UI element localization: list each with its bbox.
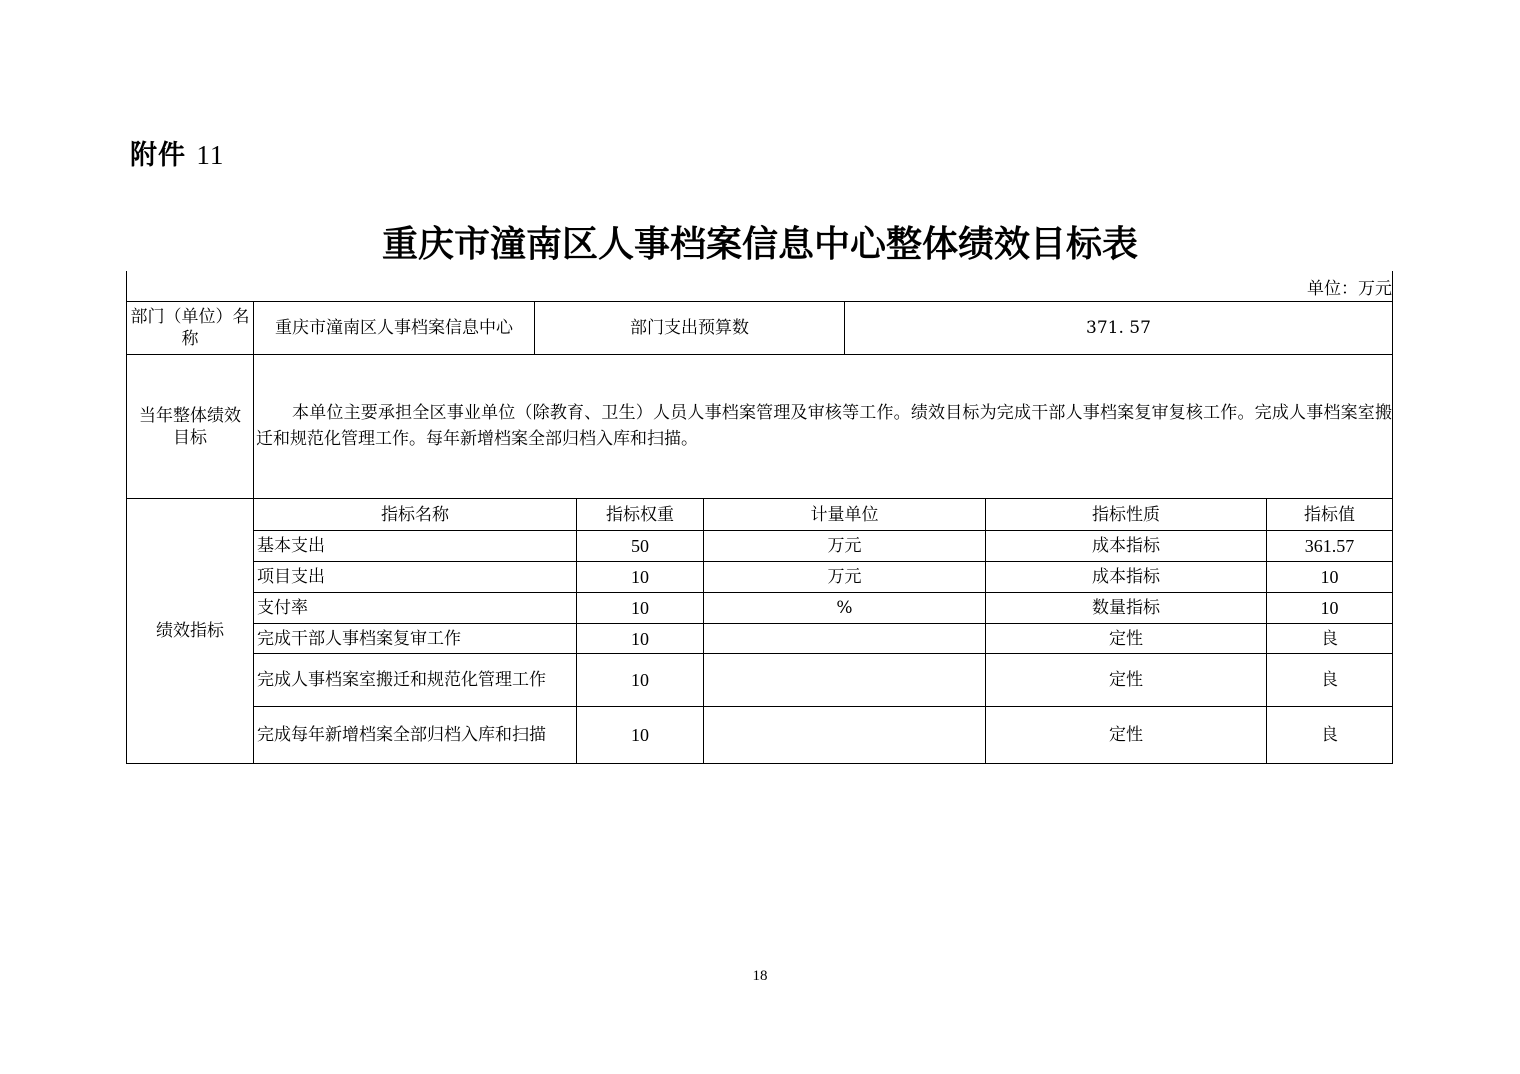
header-measure-unit: 计量单位 xyxy=(810,504,879,525)
indicator-name: 完成干部人事档案复审工作 xyxy=(257,628,461,649)
attachment-number: 11 xyxy=(196,140,225,170)
indicators-label: 绩效指标 xyxy=(156,621,224,641)
indicator-nature: 定性 xyxy=(1109,628,1143,649)
indicator-unit xyxy=(704,707,985,763)
indicator-unit: 万元 xyxy=(827,567,862,587)
page-title: 重庆市潼南区人事档案信息中心整体绩效目标表 xyxy=(381,223,1138,265)
indicator-unit xyxy=(704,654,985,706)
indicator-nature: 定性 xyxy=(1109,725,1143,745)
indicator-value: 10 xyxy=(1320,567,1339,587)
indicator-name: 完成每年新增档案全部归档入库和扫描 xyxy=(257,725,546,745)
indicator-weight: 10 xyxy=(631,598,649,618)
indicator-weight: 10 xyxy=(631,628,649,649)
indicator-name: 完成人事档案室搬迁和规范化管理工作 xyxy=(257,670,546,690)
unit-note: 单位：万元 xyxy=(1307,279,1392,299)
budget-label: 部门支出预算数 xyxy=(630,318,749,338)
indicator-unit: % xyxy=(836,598,853,618)
header-indicator-value: 指标值 xyxy=(1304,504,1355,525)
indicator-name: 基本支出 xyxy=(257,536,325,556)
indicator-value: 361.57 xyxy=(1304,536,1355,556)
dept-name-value: 重庆市潼南区人事档案信息中心 xyxy=(275,318,513,338)
indicator-nature: 成本指标 xyxy=(1092,567,1160,587)
indicator-nature: 数量指标 xyxy=(1092,598,1160,618)
row-line xyxy=(126,763,1393,764)
header-indicator-nature: 指标性质 xyxy=(1092,504,1160,525)
indicator-value: 10 xyxy=(1320,598,1339,618)
indicator-weight: 10 xyxy=(631,670,649,690)
attachment-label xyxy=(130,133,224,172)
indicator-value: 良 xyxy=(1321,725,1338,745)
indicator-weight: 10 xyxy=(631,567,649,587)
row-line xyxy=(126,354,1393,355)
indicator-name: 支付率 xyxy=(257,598,308,618)
goal-label: 当年整体绩效目标 xyxy=(139,405,241,448)
goal-text: 本单位主要承担全区事业单位（除教育、卫生）人员人事档案管理及审核等工作。绩效目标为完成干部人事档案复审复核工作。完成人事档案室搬迁和规范化管理工作。每年新增档案全部归档入库和扫描。 xyxy=(256,403,1392,449)
indicator-weight: 50 xyxy=(631,536,649,556)
attachment-label-text: 附件 xyxy=(130,140,186,171)
table-border-right xyxy=(1392,271,1393,764)
indicator-nature: 成本指标 xyxy=(1092,536,1160,556)
page-number: 18 xyxy=(752,968,768,984)
indicator-unit xyxy=(704,624,985,653)
indicator-unit: 万元 xyxy=(827,536,862,556)
indicator-weight: 10 xyxy=(631,725,649,745)
dept-name-label: 部门（单位）名称 xyxy=(130,307,250,349)
budget-value: 371. 57 xyxy=(1086,318,1151,338)
indicator-nature: 定性 xyxy=(1109,670,1143,690)
indicator-value: 良 xyxy=(1321,628,1338,649)
header-indicator-name: 指标名称 xyxy=(381,504,449,525)
indicator-name: 项目支出 xyxy=(257,567,325,587)
indicator-value: 良 xyxy=(1321,670,1338,690)
header-indicator-weight: 指标权重 xyxy=(606,504,674,525)
